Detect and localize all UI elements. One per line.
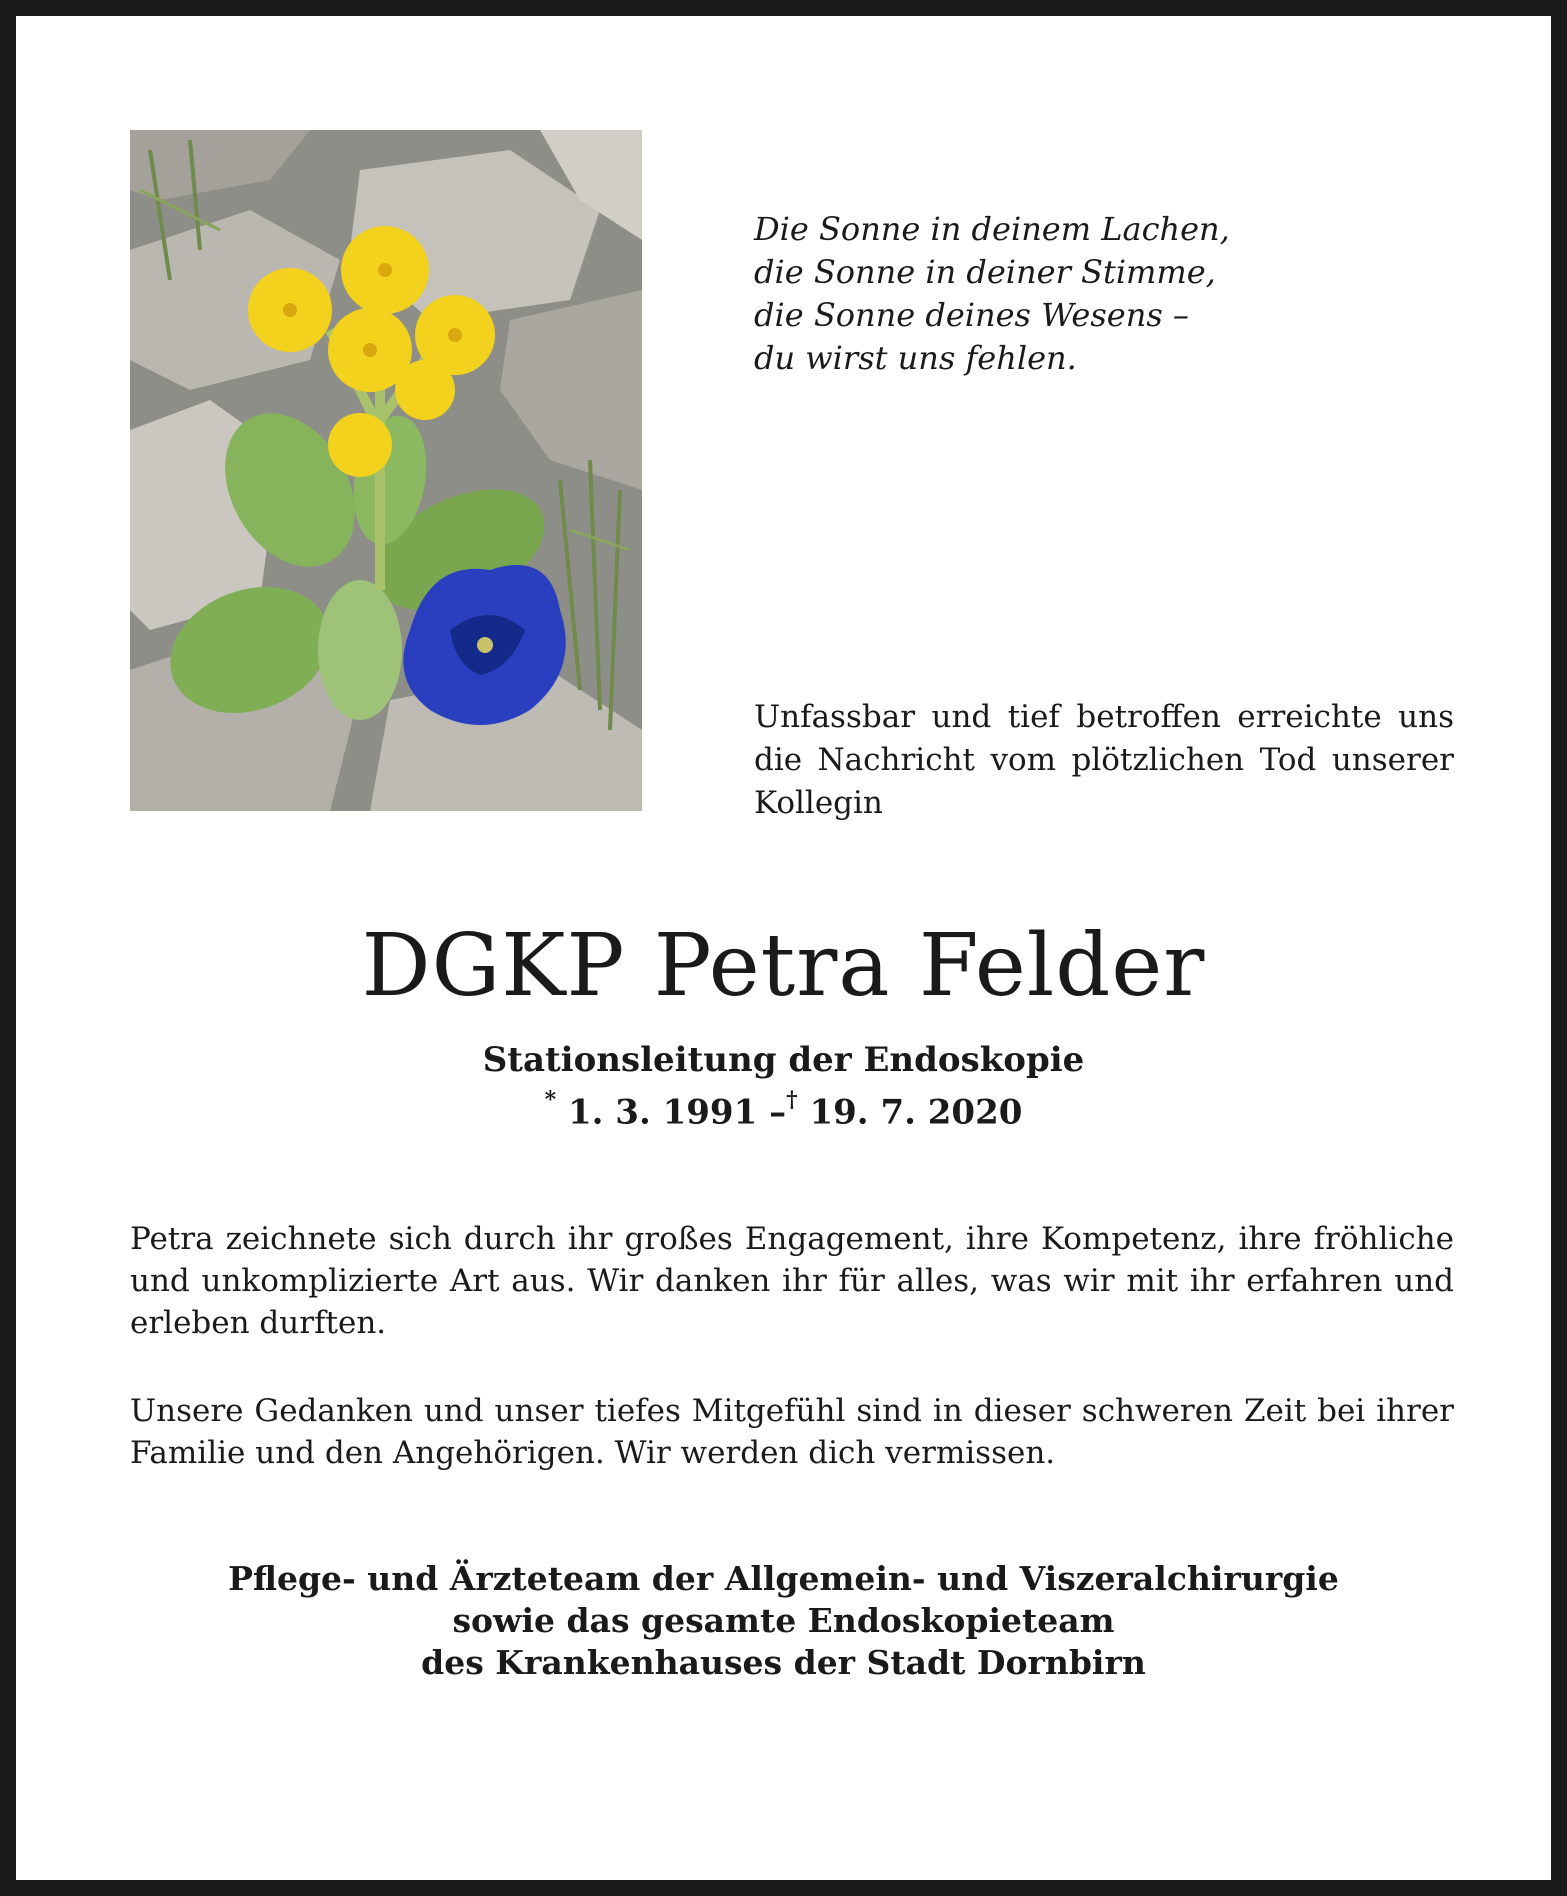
signature-block (16, 1558, 1551, 1684)
role-title: Stationsleitung der Endoskopie (482, 1040, 1085, 1080)
date-separator: – (769, 1092, 787, 1133)
death-symbol: † (786, 1087, 798, 1113)
poem (754, 208, 1230, 380)
poem-line: die Sonne in deiner Stimme, (754, 253, 1216, 291)
life-dates (16, 1082, 1551, 1134)
poem-line: du wirst uns fehlen. (754, 339, 1077, 377)
poem-line: die Sonne deines Wesens – (754, 296, 1189, 334)
signature-line: sowie das gesamte Endoskopieteam (452, 1601, 1115, 1640)
poem-line: Die Sonne in deinem Lachen, (754, 210, 1230, 248)
death-date: 19. 7. 2020 (809, 1092, 1023, 1133)
signature-line: Pflege- und Ärzteteam der Allgemein- und Viszeralchirurgie (228, 1559, 1339, 1598)
tribute-paragraph: Petra zeichnete sich durch ihr großes Engagement, ihre Kompetenz, ihre fröhliche und unkomplizierte Art aus. Wir danken ihr für alles, was wir mit ihr erfahren und erleben durften. (130, 1221, 1454, 1341)
condolence-paragraph: Unsere Gedanken und unser tiefes Mitgefühl sind in dieser schweren Zeit bei ihrer Familie und den Angehörigen. Wir werden dich vermissen. (130, 1393, 1454, 1471)
birth-date: 1. 3. 1991 (567, 1092, 758, 1133)
deceased-name: DGKP Petra Felder (361, 916, 1206, 1016)
intro-text: Unfassbar und tief betroffen erreichte uns die Nachricht vom plötzlichen Tod unserer Kollegin (754, 699, 1454, 821)
birth-symbol: * (544, 1087, 557, 1113)
obituary-page (16, 16, 1551, 1880)
signature-line: des Krankenhauses der Stadt Dornbirn (421, 1643, 1146, 1682)
flower-photo (130, 130, 642, 811)
